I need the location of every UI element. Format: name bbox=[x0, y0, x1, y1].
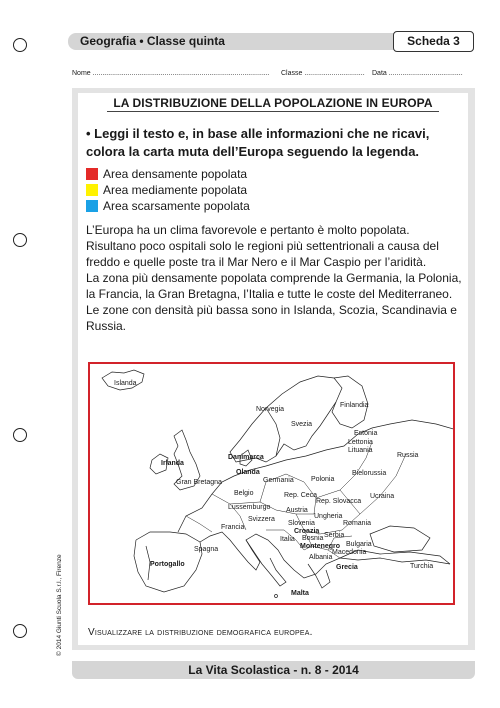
legend-label: Area scarsamente popolata bbox=[103, 199, 250, 213]
map-label-olanda: Olanda bbox=[236, 469, 260, 476]
map-label-lussemburgo: Lussemburgo bbox=[228, 504, 271, 511]
map-label-bielorussia: Bielorussia bbox=[352, 470, 387, 477]
reading-text bbox=[86, 222, 462, 334]
greece-outline bbox=[308, 564, 330, 588]
scandinavia-outline bbox=[230, 376, 342, 462]
footer-publication: La Vita Scolastica - n. 8 - 2014 bbox=[188, 663, 359, 677]
map-label-romania: Romania bbox=[343, 520, 372, 527]
binder-hole bbox=[13, 38, 27, 52]
name-dots: ........................................................................................... bbox=[90, 70, 270, 77]
map-label-finlandia: Finlandia bbox=[340, 402, 369, 409]
binder-hole bbox=[13, 428, 27, 442]
instruction-text: • Leggi il testo e, in base alle informazioni che ne ricavi, colora la carta muta dell’Europa seguendo la legenda. bbox=[86, 126, 430, 159]
europe-blank-map[interactable] bbox=[88, 362, 455, 605]
class-field[interactable] bbox=[281, 69, 368, 78]
map-label-ungheria: Ungheria bbox=[314, 513, 343, 520]
paragraph: L’Europa ha un clima favorevole e pertanto è molto popolata. Risultano poco ospitali solo le regioni più settentrionali a causa del freddo e quelle poste tra il Mar Nero e il Mar Caspio per l’aridità. bbox=[86, 223, 439, 269]
map-label-rep-ceca: Rep. Ceca bbox=[284, 492, 318, 499]
norway-sweden-border bbox=[266, 408, 280, 456]
map-label-francia: Francia bbox=[221, 524, 245, 531]
map-label-russia: Russia bbox=[397, 452, 419, 459]
map-label-spagna: Spagna bbox=[194, 546, 219, 553]
map-label-belgio: Belgio bbox=[234, 490, 254, 497]
paragraph: La zona più densamente popolata comprende la Germania, la Polonia, la Francia, la Gran Bretagna, l’Italia e tutte le coste del Mediterraneo. bbox=[86, 271, 462, 301]
map-label-italia: Italia bbox=[280, 536, 295, 543]
map-label-norvegia: Norvegia bbox=[256, 406, 285, 413]
legend-label: Area densamente popolata bbox=[103, 167, 248, 181]
class-label: Classe bbox=[281, 70, 303, 77]
date-label: Data bbox=[372, 70, 387, 77]
map-label-ucraina: Ucraina bbox=[370, 493, 395, 500]
title-underline bbox=[107, 111, 439, 112]
map-label-lettonia: Lettonia bbox=[348, 439, 373, 446]
map-label-bosnia: Bosnia bbox=[302, 535, 324, 542]
map-label-grecia: Grecia bbox=[336, 564, 358, 571]
subject-title: Geografia • Classe quinta bbox=[80, 34, 225, 48]
date-field[interactable] bbox=[372, 69, 474, 78]
map-label-polonia: Polonia bbox=[311, 476, 335, 483]
map-caption: Visualizzare la distribuzione demografica europea. bbox=[88, 627, 313, 638]
copyright-notice: © 2014 Giunti Scuola S.r.l., Firenze bbox=[56, 554, 63, 656]
name-label: Nome bbox=[72, 70, 91, 77]
map-label-gran-bretagna: Gran Bretagna bbox=[176, 479, 222, 486]
sheet-number: Scheda 3 bbox=[393, 31, 474, 52]
map-label-croazia: Croazia bbox=[294, 528, 320, 535]
map-label-serbia: Serbia bbox=[324, 532, 345, 539]
map-label-slovenia: Slovenia bbox=[288, 520, 315, 527]
legend-swatch-red bbox=[86, 168, 98, 180]
black-sea-outline bbox=[370, 526, 430, 552]
page-title: LA DISTRIBUZIONE DELLA POPOLAZIONE IN EUROPA bbox=[113, 96, 433, 110]
map-label-macedonia: Macedonia bbox=[332, 549, 367, 556]
date-dots: ...................................... bbox=[386, 70, 463, 77]
name-field[interactable] bbox=[72, 69, 277, 78]
map-label-islanda: Islanda bbox=[114, 380, 137, 387]
binder-hole bbox=[13, 624, 27, 638]
map-label-portogallo: Portogallo bbox=[150, 561, 185, 568]
map-label-danimarca: Danimarca bbox=[228, 454, 264, 461]
map-label-rep-slovacca: Rep. Slovacca bbox=[316, 498, 362, 505]
map-label-irlanda: Irlanda bbox=[161, 460, 184, 467]
map-label-montenegro: Montenegro bbox=[300, 543, 341, 550]
legend-swatch-blue bbox=[86, 200, 98, 212]
map-label-malta: Malta bbox=[291, 590, 309, 597]
binder-hole bbox=[13, 233, 27, 247]
italy-outline bbox=[246, 540, 286, 586]
class-dots: ............................... bbox=[302, 70, 365, 77]
map-label-estonia: Estonia bbox=[354, 430, 378, 437]
paragraph: Le zone con densità più bassa sono in Islanda, Scozia, Scandinavia e Russia. bbox=[86, 303, 457, 333]
map-label-svezia: Svezia bbox=[291, 421, 313, 428]
map-label-svizzera: Svizzera bbox=[248, 516, 275, 523]
map-label-austria: Austria bbox=[286, 507, 308, 514]
malta-outline bbox=[275, 595, 278, 598]
map-label-lituania: Lituania bbox=[348, 447, 373, 454]
legend-label: Area mediamente popolata bbox=[103, 183, 248, 197]
legend-swatch-yellow bbox=[86, 184, 98, 196]
map-label-turchia: Turchia bbox=[410, 563, 434, 570]
map-label-bulgaria: Bulgaria bbox=[346, 541, 372, 548]
map-label-germania: Germania bbox=[263, 477, 294, 484]
map-label-albania: Albania bbox=[309, 554, 333, 561]
